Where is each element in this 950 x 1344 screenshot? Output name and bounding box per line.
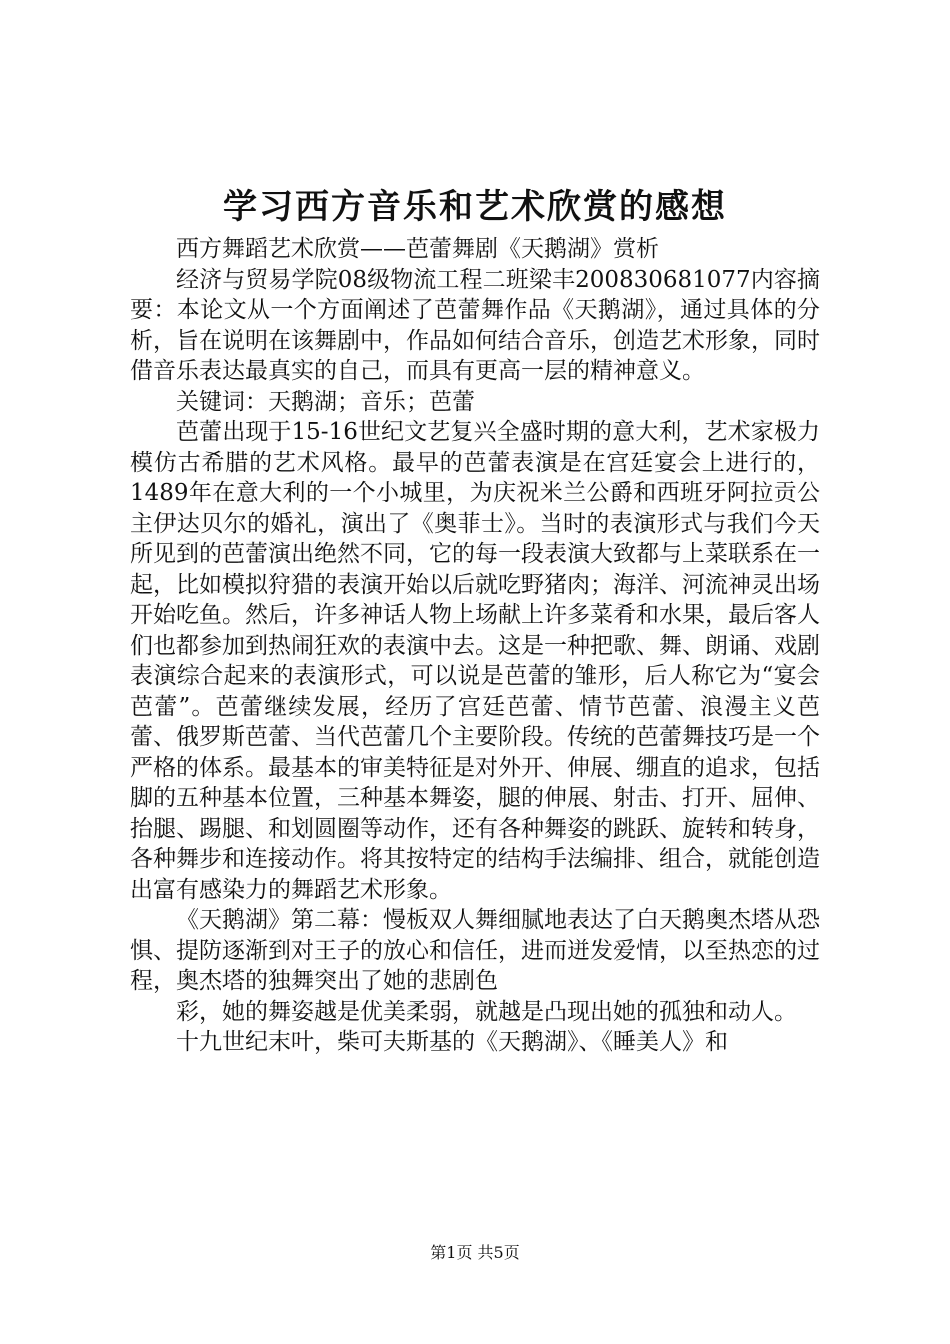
- document-title: 学习西方音乐和艺术欣赏的感想: [223, 187, 727, 227]
- paragraph-act-two: 《天鹅湖》第二幕：慢板双人舞细腻地表达了白天鹅奥杰塔从恐惧、提防逐渐到对王子的放心和信任，进而迸发爱情，以至热恋的过程，奥杰塔的独舞突出了她的悲剧色: [130, 907, 820, 994]
- paragraph-abstract: 经济与贸易学院08级物流工程二班梁丰200830681077内容摘要：本论文从一个方面阐述了芭蕾舞作品《天鹅湖》，通过具体的分析，旨在说明在该舞剧中，作品如何结合音乐，创造艺术形象，同时借音乐表达最真实的自己，而具有更高一层的精神意义。: [130, 266, 820, 384]
- paragraph-nineteenth-century: 十九世纪末叶，柴可夫斯基的《天鹅湖》、《睡美人》和: [176, 1029, 728, 1055]
- document-body: [130, 234, 820, 1058]
- page-number-footer: 第1页 共5页: [430, 1243, 520, 1262]
- paragraph-keywords: 关键词：天鹅湖；音乐；芭蕾: [176, 388, 475, 415]
- paragraph-continuation: 彩，她的舞姿越是优美柔弱，就越是凸现出她的孤独和动人。: [176, 998, 797, 1025]
- paragraph-history: 芭蕾出现于15-16世纪文艺复兴全盛时期的意大利，艺术家极力模仿古希腊的艺术风格。最早的芭蕾表演是在宫廷宴会上进行的，1489年在意大利的一个小城里，为庆祝米兰公爵和西班牙阿拉贡公主伊达贝尔的婚礼，演出了《奥菲士》。当时的表演形式与我们今天所见到的芭蕾演出绝然不同，它的每一段表演大致都与上菜联系在一起，比如模拟狩猎的表演开始以后就吃野猪肉；海洋、河流神灵出场开始吃鱼。然后，许多神话人物上场献上许多菜肴和水果，最后客人们也都参加到热闹狂欢的表演中去。这是一种把歌、舞、朗诵、戏剧表演综合起来的表演形式，可以说是芭蕾的雏形，后人称它为“宴会芭蕾”。芭蕾继续发展，经历了宫廷芭蕾、情节芭蕾、浪漫主义芭蕾、俄罗斯芭蕾、当代芭蕾几个主要阶段。传统的芭蕾舞技巧是一个严格的体系。最基本的审美特征是对外开、伸展、绷直的追求，包括脚的五种基本位置，三种基本舞姿，腿的伸展、射击、打开、屈伸、抬腿、踢腿、和划圆圈等动作，还有各种舞姿的跳跃、旋转和转身，各种舞步和连接动作。将其按特定的结构手法编排、组合，就能创造出富有感染力的舞蹈艺术形象。: [130, 419, 820, 903]
- paragraph-subtitle: 西方舞蹈艺术欣赏——芭蕾舞剧《天鹅湖》赏析: [176, 236, 659, 262]
